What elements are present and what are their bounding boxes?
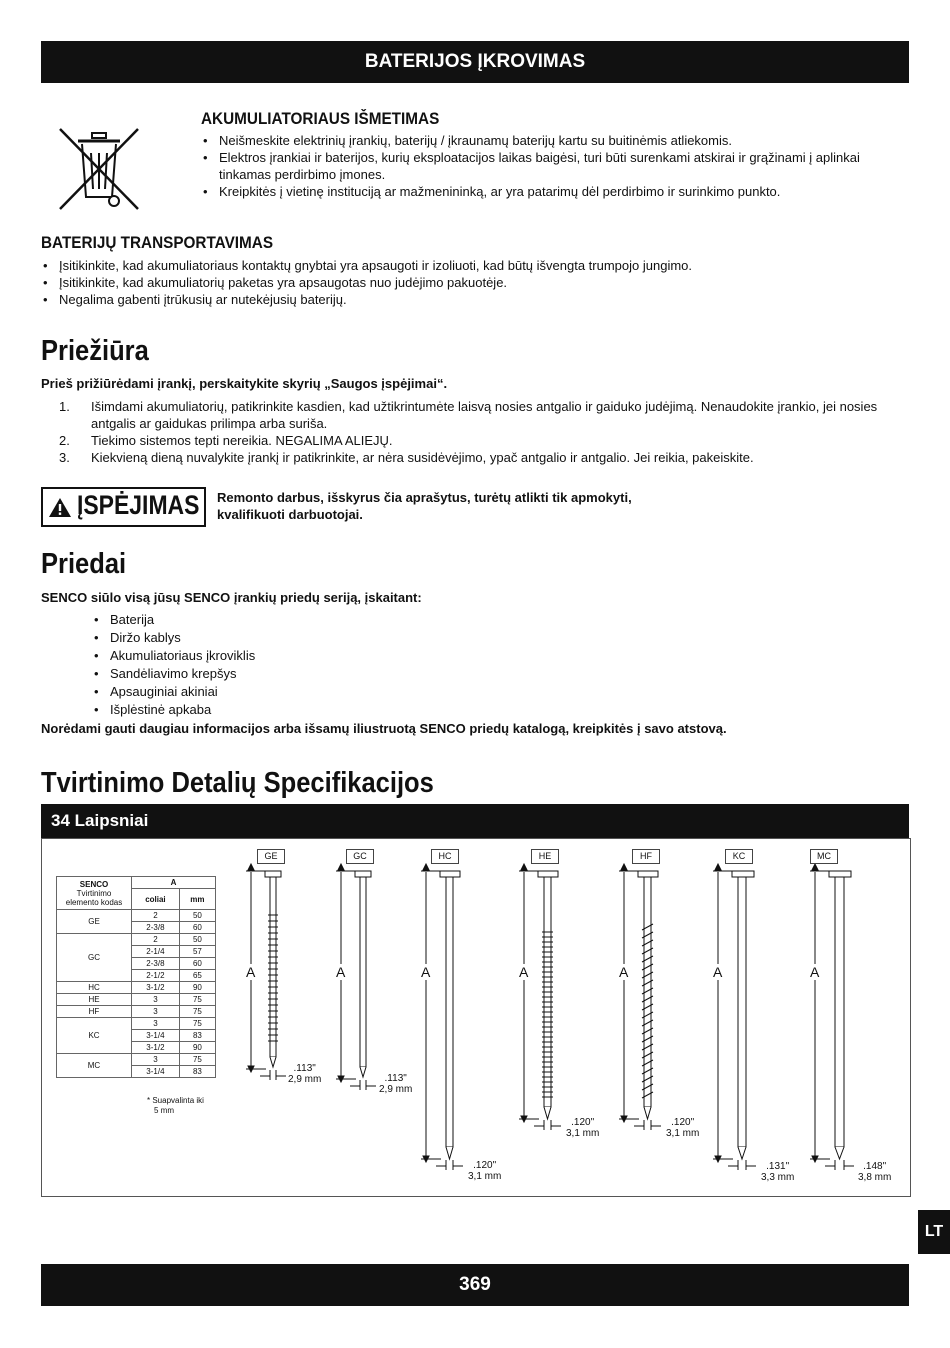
transport-title: BATERIJŲ TRANSPORTAVIMAS	[41, 233, 274, 252]
dimension-a-label: A	[619, 964, 629, 980]
nail-kc	[713, 864, 756, 1170]
dimension-a-label: A	[246, 964, 256, 980]
maintenance-title: Priežiūra	[41, 335, 149, 367]
dimension-a-label: A	[519, 964, 529, 980]
fastener-code-he: HE	[531, 849, 559, 864]
list-item: • Sandėliavimo krepšys	[92, 665, 492, 683]
disposal-title: AKUMULIATORIAUS IŠMETIMAS	[201, 109, 440, 128]
specs-subtitle: 34 Laipsniai	[41, 804, 909, 838]
list-item: • Elektros įrankiai ir baterijos, kurių eksploatacijos laikas baigėsi, turi būti surenkami atskirai ir grąžinami į aplinkai tinkamas perdirbimo įmones.	[201, 149, 881, 183]
fastener-code-ge: GE	[257, 849, 285, 864]
list-item: 1. Išimdami akumuliatorių, patikrinkite kasdien, kad užtikrintumėte laisvą nosies antgalio ir gaiduko judėjimą. Nenaudokite įrankio, jei nosies antgalis ar gaidukas prilimpa arba suriša.	[59, 399, 878, 431]
diameter-mc: .148" 3,8 mm	[858, 1161, 892, 1183]
list-item: • Kreipkitės į vietinę instituciją ar mažmenininką, ar yra patarimų dėl perdirbimo ir surinkimo punkto.	[201, 183, 881, 200]
list-item: • Apsauginiai akiniai	[92, 683, 492, 701]
fastener-code-hc: HC	[431, 849, 459, 864]
fastener-code-hf: HF	[632, 849, 660, 864]
nail-hc	[421, 864, 463, 1170]
language-tab: LT	[918, 1210, 950, 1254]
list-item: 3. Kiekvieną dieną nuvalykite įrankį ir patikrinkite, ar nėra susidėvėjimo, ypač antgalio ir antgalio. Jei reikia, pakeiskite.	[59, 450, 754, 465]
list-item: • Baterija	[92, 611, 492, 629]
list-item: • Įsitikinkite, kad akumuliatorių paketas yra apsaugotas nuo judėjimo pakuotėje.	[41, 274, 891, 291]
list-item: • Akumuliatoriaus įkroviklis	[92, 647, 492, 665]
warning-label: ĮSPĖJIMAS	[77, 490, 200, 520]
page-number: 369	[41, 1264, 909, 1306]
diameter-hc: .120" 3,1 mm	[468, 1160, 502, 1182]
list-item: • Diržo kablys	[92, 629, 492, 647]
diameter-hf: .120" 3,1 mm	[666, 1117, 700, 1139]
list-item: • Įsitikinkite, kad akumuliatoriaus kontaktų gnybtai yra apsaugoti ir izoliuoti, kad būtų išvengta trumpojo jungimo.	[41, 257, 891, 274]
nail-hf	[619, 864, 661, 1130]
specs-title: Tvirtinimo Detalių Specifikacijos	[41, 767, 434, 799]
accessories-footer: Norėdami gauti daugiau informacijos arba išsamų iliustruotą SENCO priedų katalogą, kreipkitės į savo atstovą.	[41, 721, 727, 736]
nail-mc	[810, 864, 854, 1170]
dimension-a-label: A	[713, 964, 723, 980]
maintenance-intro: Prieš prižiūrėdami įrankį, perskaitykite skyrių „Saugos įspėjimai“.	[41, 376, 448, 391]
fastener-table: SENCO Tvirtinimo elemento kodas A coliai mm GE 2 50 2-3/8 60 GC 2 50 2-1/4 57 2-3/8 60 2-1/2 65 HC 3-1/2 90 HE 3 75 HF 3 75 KC 3 75 3-1/4 83 3-1/2 90 MC 3 75 3-1/4 83	[56, 876, 216, 1078]
list-item: 2. Tiekimo sistemos tepti nereikia. NEGALIMA ALIEJŲ.	[59, 433, 393, 448]
dimension-a-label: A	[421, 964, 431, 980]
nail-he	[519, 864, 561, 1130]
accessories-intro: SENCO siūlo visą jūsų SENCO įrankių priedų seriją, įskaitant:	[41, 590, 422, 605]
dimension-a-label: A	[336, 964, 346, 980]
diameter-ge: .113" 2,9 mm	[288, 1063, 322, 1085]
fastener-code-kc: KC	[725, 849, 753, 864]
list-item: • Išplėstinė apkaba	[92, 701, 492, 719]
diameter-gc: .113" 2,9 mm	[379, 1073, 413, 1095]
list-item: • Neišmeskite elektrinių įrankių, baterijų / įkraunamų baterijų kartu su buitinėmis atliekomis.	[201, 132, 881, 149]
dimension-a-label: A	[810, 964, 820, 980]
warning-text: Remonto darbus, išskyrus čia aprašytus, turėtų atlikti tik apmokyti, kvalifikuoti darbuotojai.	[217, 490, 632, 522]
accessories-title: Priedai	[41, 548, 127, 580]
table-note: * Suapvalinta iki 5 mm	[147, 1096, 204, 1115]
diameter-he: .120" 3,1 mm	[566, 1117, 600, 1139]
section-header: BATERIJOS ĮKROVIMAS	[41, 41, 909, 83]
fastener-code-gc: GC	[346, 849, 374, 864]
diameter-kc: .131" 3,3 mm	[761, 1161, 795, 1183]
fastener-code-mc: MC	[810, 849, 838, 864]
list-item: • Negalima gabenti įtrūkusių ar nutekėjusių baterijų.	[41, 291, 891, 308]
